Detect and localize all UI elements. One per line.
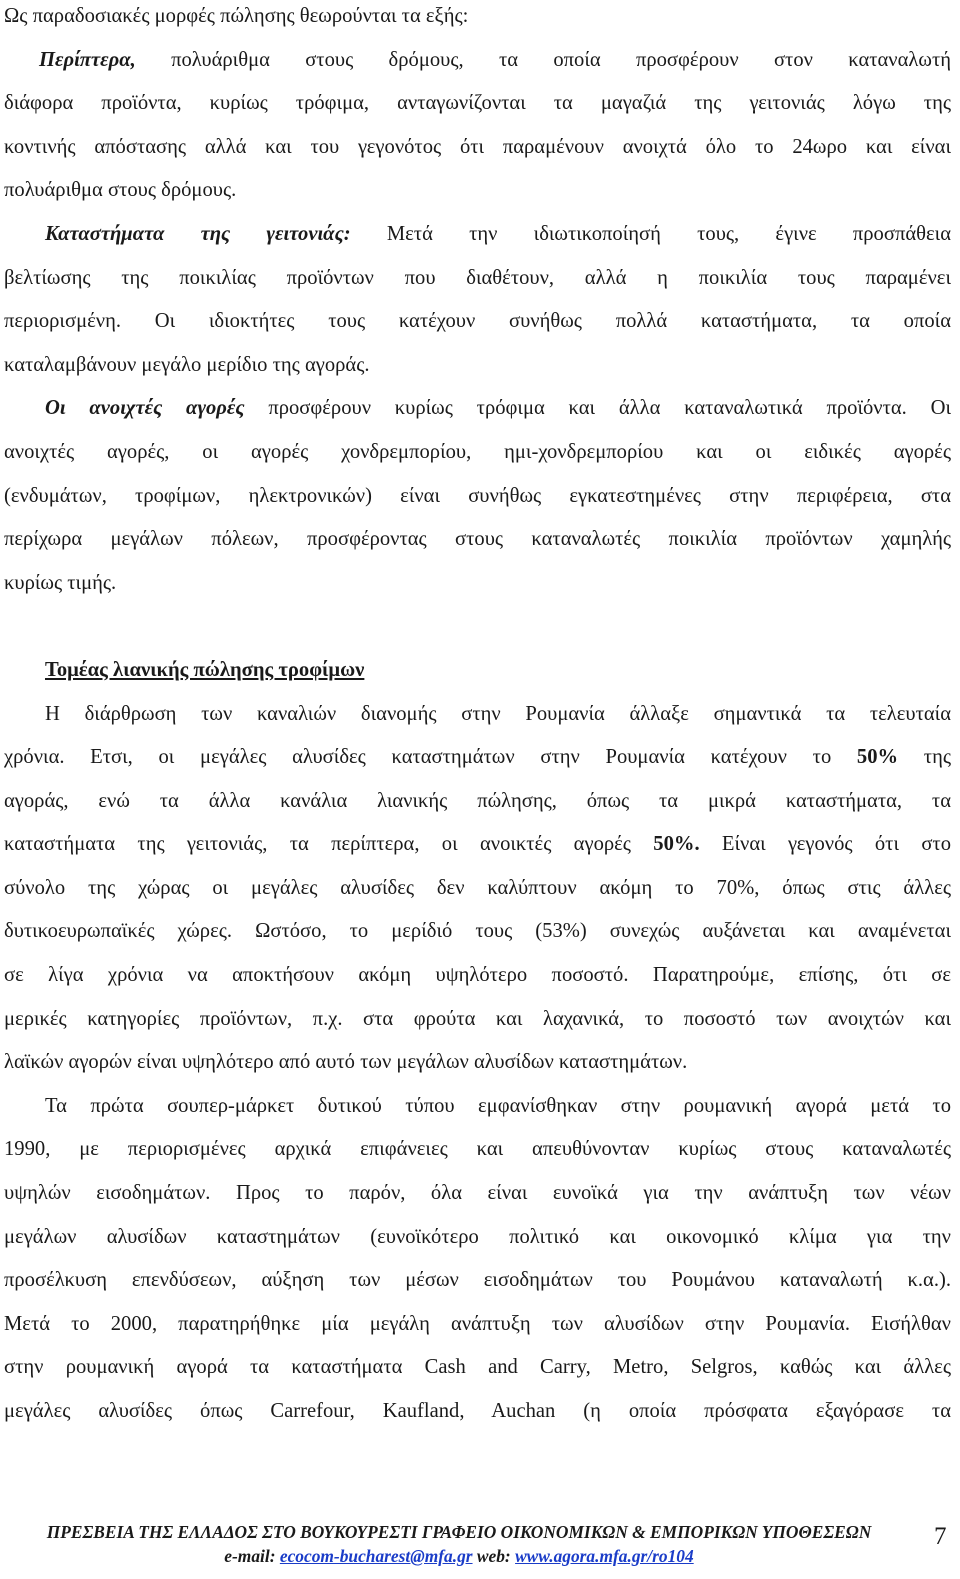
web-link[interactable]: www.agora.mfa.gr/ro104 (515, 1546, 694, 1566)
text-line (4, 1085, 951, 1129)
section-heading (4, 649, 951, 693)
web-label: web: (476, 1546, 511, 1566)
body-text: σύνολο της χώρας οι μεγάλες αλυσίδες δεν καλύπτουν ακόμη το 70%, όπως στις άλλες (4, 876, 951, 899)
emphasis-text: Τομέας λιανικής πώλησης τροφίμων (45, 658, 365, 681)
body-text: λαϊκών αγορών είναι υψηλότερο από αυτό των μεγάλων αλυσίδων καταστημάτων. (4, 1051, 688, 1074)
text-line (4, 431, 951, 475)
text-line (4, 1172, 951, 1216)
emphasis-text: 50%. (653, 833, 700, 856)
body-text: Μετά την ιδιωτικοποίησή τους, έγινε προσπάθεια (350, 222, 951, 245)
emphasis-text: Καταστήματα της γειτονιάς: (45, 222, 351, 245)
footer-title: ΠΡΕΣΒΕΙΑ ΤΗΣ ΕΛΛΑΔΟΣ ΣΤΟ ΒΟΥΚΟΥΡΕΣΤΙ ΓΡΑΦΕΙΟ ΟΙΚΟΝΟΜΙΚΩΝ & ΕΜΠΟΡΙΚΩΝ ΥΠΟΘΕΣΕΩΝ (46, 1522, 872, 1542)
text-line (4, 257, 951, 301)
text-line (4, 998, 951, 1042)
text-line (4, 1041, 951, 1085)
body-text: περιορισμένη. Οι ιδιοκτήτες τους κατέχουν συνήθως πολλά καταστήματα, τα οποία (4, 310, 951, 333)
email-label: e-mail: (224, 1546, 276, 1566)
body-text: καταλαμβάνουν μεγάλο μερίδιο της αγοράς. (4, 353, 370, 376)
body-text: αγοράς, ενώ τα άλλα κανάλια λιανικής πώλησης, όπως τα μικρά καταστήματα, τα (4, 789, 951, 812)
text-line (4, 1259, 951, 1303)
page-number: 7 (934, 1523, 947, 1550)
body-text: διάφορα προϊόντα, κυρίως τρόφιμα, ανταγωνίζονται τα μαγαζιά της γειτονιάς λόγω της (4, 92, 951, 115)
text-line (4, 387, 951, 431)
text-line (4, 1128, 951, 1172)
document-body (4, 0, 951, 1434)
text-line (4, 562, 951, 606)
text-line (4, 1303, 951, 1347)
text-line (4, 0, 951, 39)
body-text: μερικές κατηγορίες προϊόντων, π.χ. στα φρούτα και λαχανικά, το ποσοστό των ανοιχτών και (4, 1007, 951, 1030)
text-line (4, 954, 951, 998)
text-line (4, 518, 951, 562)
text-line (4, 39, 951, 83)
body-text: Είναι γεγονός ότι στο (699, 833, 951, 856)
text-line (4, 169, 951, 213)
text-line (4, 910, 951, 954)
text-line (4, 82, 951, 126)
body-text: σε λίγα χρόνια να αποκτήσουν ακόμη υψηλότερο ποσοστό. Παρατηρούμε, επίσης, ότι σε (4, 964, 951, 987)
footer-contact (4, 1546, 914, 1567)
email-link[interactable]: ecocom-bucharest@mfa.gr (279, 1546, 473, 1566)
body-text: Μετά το 2000, παρατηρήθηκε μία μεγάλη ανάπτυξη των αλυσίδων στην Ρουμανία. Εισήλθαν (4, 1312, 951, 1335)
emphasis-text: Περίπτερα, (39, 48, 136, 71)
body-text: πολυάριθμα στους δρόμους. (4, 179, 237, 202)
text-line (4, 693, 951, 737)
body-text: μεγάλων αλυσίδων καταστημάτων (ευνοϊκότερο πολιτικό και οικονομικό κλίμα για την (4, 1225, 951, 1248)
body-text: πολυάριθμα στους δρόμους, τα οποία προσφέρουν στον καταναλωτή (135, 48, 951, 71)
text-line (4, 780, 951, 824)
body-text: 1990, με περιορισμένες αρχικά επιφάνειες και απευθύνονταν κυρίως στους καταναλωτές (4, 1138, 951, 1161)
text-line (4, 1216, 951, 1260)
text-line (4, 300, 951, 344)
page-footer (0, 1518, 960, 1578)
body-text: ανοιχτές αγορές, οι αγορές χονδρεμπορίου, ημι-χονδρεμπορίου και οι ειδικές αγορές (4, 440, 951, 463)
body-text: κυρίως τιμής. (4, 571, 117, 594)
body-text: στην ρουμανική αγορά τα καταστήματα Cash and Carry, Metro, Selgros, καθώς και άλλες (4, 1356, 951, 1379)
body-text: (ενδυμάτων, τροφίμων, ηλεκτρονικών) είναι συνήθως εγκατεστημένες στην περιφέρεια, στα (4, 484, 951, 507)
body-text: Ως παραδοσιακές μορφές πώλησης θεωρούνται τα εξής: (4, 5, 469, 27)
body-text: χρόνια. Ετσι, οι μεγάλες αλυσίδες καταστημάτων στην Ρουμανία κατέχουν το (4, 746, 857, 769)
body-text: προσφέρουν κυρίως τρόφιμα και άλλα καταναλωτικά προϊόντα. Οι (244, 397, 951, 420)
body-text: καταστήματα της γειτονιάς, τα περίπτερα, οι ανοικτές αγορές (4, 833, 654, 856)
body-text: κοντινής απόστασης αλλά και του γεγονότος ότι παραμένουν ανοιχτά όλο το 24ωρο και είναι (4, 135, 951, 158)
text-line (4, 736, 951, 780)
body-text: Τα πρώτα σουπερ-μάρκετ δυτικού τύπου εμφανίσθηκαν στην ρουμανική αγορά μετά το (45, 1094, 951, 1117)
text-line (4, 867, 951, 911)
blank-line (4, 605, 951, 649)
text-line (4, 1346, 951, 1390)
text-line (4, 823, 951, 867)
emphasis-text: 50% (856, 746, 899, 769)
body-text: περίχωρα μεγάλων πόλεων, προσφέροντας στους καταναλωτές ποικιλία προϊόντων χαμηλής (4, 528, 951, 551)
text-line (4, 126, 951, 170)
text-line (4, 1390, 951, 1434)
text-line (4, 475, 951, 519)
text-line (4, 213, 951, 257)
body-text: υψηλών εισοδημάτων. Προς το παρόν, όλα είναι ευνοϊκά για την ανάπτυξη των νέων (4, 1182, 951, 1205)
body-text: της (898, 746, 951, 769)
body-text: βελτίωσης της ποικιλίας προϊόντων που διαθέτουν, αλλά η ποικιλία τους παραμένει (4, 266, 951, 289)
body-text: μεγάλες αλυσίδες όπως Carrefour, Kaufland, Auchan (η οποία πρόσφατα εξαγόρασε τα (4, 1400, 951, 1422)
emphasis-text: Οι ανοιχτές αγορές (45, 397, 245, 420)
body-text: δυτικοευρωπαϊκές χώρες. Ωστόσο, το μερίδιό τους (53%) συνεχώς αυξάνεται και αναμένεται (4, 920, 951, 943)
text-line (4, 344, 951, 388)
body-text: Η διάρθρωση των καναλιών διανομής στην Ρουμανία άλλαξε σημαντικά τα τελευταία (45, 702, 951, 725)
body-text: προσέλκυση επενδύσεων, αύξηση των μέσων εισοδημάτων του Ρουμάνου καταναλωτή κ.α.). (4, 1269, 951, 1292)
